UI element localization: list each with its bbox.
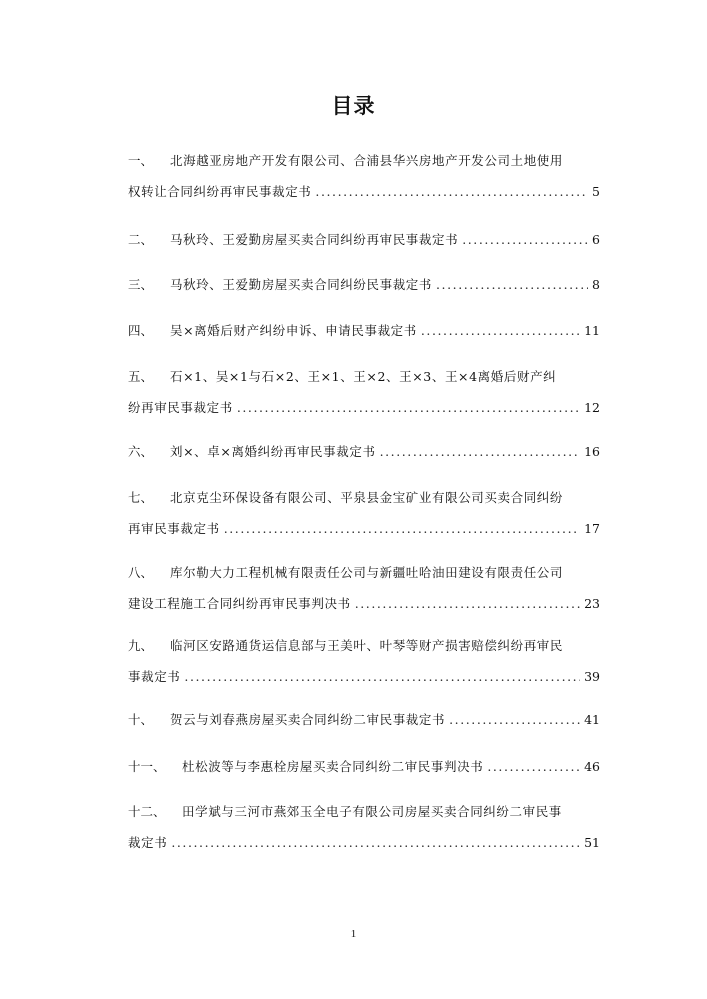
dot-leader bbox=[449, 704, 580, 735]
dot-leader bbox=[237, 392, 580, 423]
entry-title-line1: 库尔勒大力工程机械有限责任公司与新疆吐哈油田建设有限责任公司 bbox=[170, 565, 564, 580]
toc-entry-5[interactable] bbox=[128, 361, 600, 423]
entry-page-number: 46 bbox=[584, 759, 600, 774]
entry-title: 吴×离婚后财产纠纷申诉、申请民事裁定书 bbox=[170, 323, 417, 338]
entry-number: 九、 bbox=[128, 638, 154, 653]
entry-title-line1: 临河区安路通货运信息部与王美叶、叶琴等财产损害赔偿纠纷再审民 bbox=[170, 638, 564, 653]
toc-entry-1[interactable] bbox=[128, 145, 600, 207]
entry-page-number: 17 bbox=[584, 521, 600, 536]
entry-title-line1: 石×1、吴×1与石×2、王×1、王×2、王×3、王×4离婚后财产纠 bbox=[170, 369, 557, 384]
entry-page-number: 12 bbox=[584, 400, 600, 415]
entry-title-line1: 北海越亚房地产开发有限公司、合浦县华兴房地产开发公司土地使用 bbox=[170, 153, 564, 168]
toc-entry-8[interactable] bbox=[128, 557, 600, 619]
entry-title-line1: 田学斌与三河市燕郊玉全电子有限公司房屋买卖合同纠纷二审民事 bbox=[182, 804, 562, 819]
entry-title-line2: 建设工程施工合同纠纷再审民事判决书 bbox=[128, 596, 351, 611]
entry-page-number: 41 bbox=[584, 712, 600, 727]
toc-entry-12[interactable] bbox=[128, 796, 600, 858]
entry-title-line2: 再审民事裁定书 bbox=[128, 521, 220, 536]
entry-title-line2: 裁定书 bbox=[128, 835, 168, 850]
entry-page-number: 8 bbox=[592, 277, 600, 292]
entry-number: 三、 bbox=[128, 277, 154, 292]
dot-leader bbox=[462, 224, 588, 255]
entry-page-number: 5 bbox=[592, 184, 600, 199]
entry-title: 杜松波等与李惠栓房屋买卖合同纠纷二审民事判决书 bbox=[182, 759, 484, 774]
toc-entry-10[interactable] bbox=[128, 704, 600, 735]
entry-title: 贺云与刘春燕房屋买卖合同纠纷二审民事裁定书 bbox=[170, 712, 446, 727]
entry-page-number: 51 bbox=[584, 835, 600, 850]
entry-number: 七、 bbox=[128, 490, 154, 505]
entry-number: 十一、 bbox=[128, 759, 166, 774]
dot-leader bbox=[171, 827, 580, 858]
toc-entry-7[interactable] bbox=[128, 482, 600, 544]
entry-page-number: 6 bbox=[592, 232, 600, 247]
toc-entry-11[interactable] bbox=[128, 751, 600, 782]
entry-title: 马秋玲、王爱勤房屋买卖合同纠纷民事裁定书 bbox=[170, 277, 433, 292]
entry-number: 八、 bbox=[128, 565, 154, 580]
toc-entry-9[interactable] bbox=[128, 630, 600, 692]
dot-leader bbox=[380, 436, 581, 467]
dot-leader bbox=[315, 176, 588, 207]
toc-entry-4[interactable] bbox=[128, 315, 600, 346]
entry-page-number: 39 bbox=[584, 669, 600, 684]
entry-title-line1: 北京克尘环保设备有限公司、平泉县金宝矿业有限公司买卖合同纠纷 bbox=[170, 490, 564, 505]
dot-leader bbox=[224, 513, 580, 544]
entry-page-number: 16 bbox=[584, 444, 600, 459]
entry-title-line2: 纷再审民事裁定书 bbox=[128, 400, 233, 415]
toc-entry-2[interactable] bbox=[128, 224, 600, 255]
entry-title: 马秋玲、王爱勤房屋买卖合同纠纷再审民事裁定书 bbox=[170, 232, 459, 247]
toc-entry-6[interactable] bbox=[128, 436, 600, 467]
entry-number: 四、 bbox=[128, 323, 154, 338]
toc-entry-3[interactable] bbox=[128, 269, 600, 300]
entry-title-line2: 权转让合同纠纷再审民事裁定书 bbox=[128, 184, 312, 199]
footer-page-number: 1 bbox=[350, 928, 357, 940]
dot-leader bbox=[184, 661, 580, 692]
entry-title-line2: 事裁定书 bbox=[128, 669, 181, 684]
dot-leader bbox=[436, 269, 588, 300]
entry-number: 十、 bbox=[128, 712, 154, 727]
entry-number: 二、 bbox=[128, 232, 154, 247]
entry-page-number: 23 bbox=[584, 596, 600, 611]
dot-leader bbox=[355, 588, 580, 619]
entry-page-number: 11 bbox=[584, 323, 600, 338]
dot-leader bbox=[421, 315, 580, 346]
toc-title: 目录 bbox=[331, 94, 376, 118]
entry-number: 六、 bbox=[128, 444, 154, 459]
dot-leader bbox=[487, 751, 580, 782]
entry-number: 十二、 bbox=[128, 804, 166, 819]
entry-title: 刘×、卓×离婚纠纷再审民事裁定书 bbox=[170, 444, 376, 459]
entry-number: 五、 bbox=[128, 369, 154, 384]
entry-number: 一、 bbox=[128, 153, 154, 168]
